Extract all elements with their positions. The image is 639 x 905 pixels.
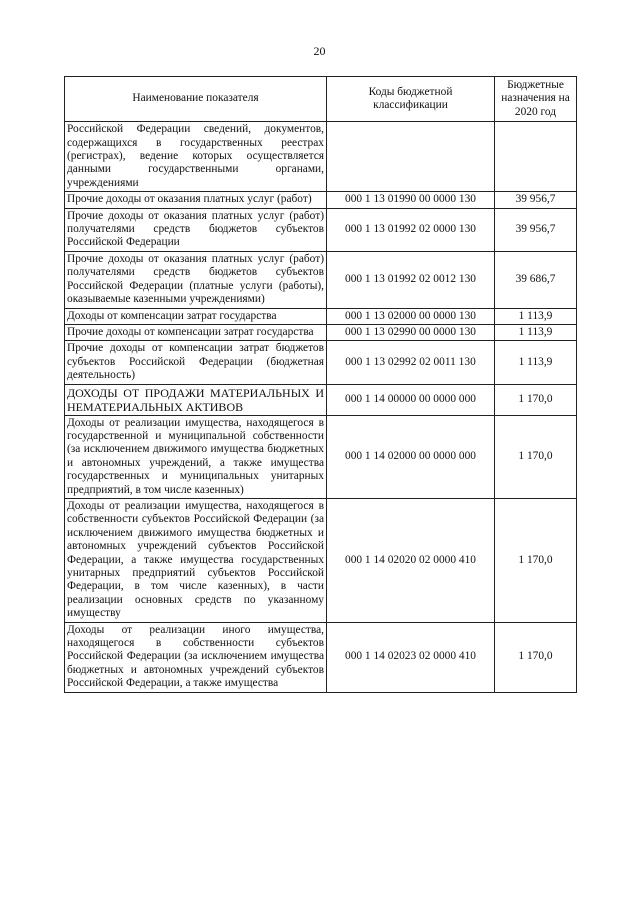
row-amount: 1 170,0 [495,498,577,622]
row-name: Прочие доходы от оказания платных услуг (работ) получателями средств бюджетов субъектов Российской Федерации [65,208,327,251]
header-code: Коды бюджетной классификации [327,77,495,122]
table-row [65,122,577,192]
table-header-row [65,77,577,122]
row-code [327,122,495,192]
table-row [65,415,577,498]
row-code: 000 1 14 02000 00 0000 000 [327,415,495,498]
row-amount: 39 686,7 [495,251,577,308]
row-name: Доходы от реализации имущества, находящегося в собственности субъектов Российской Федерации (за исключением движимого имущества бюджетных и автономных учреждений субъектов Российской Федерации, а также имущества государственных унитарных предприятий субъектов Российской Федерации, в том числе казенных), в части реализации основных средств по указанному имуществу [65,498,327,622]
header-name: Наименование показателя [65,77,327,122]
row-amount: 1 170,0 [495,415,577,498]
row-name: Прочие доходы от оказания платных услуг (работ) получателями средств бюджетов субъектов Российской Федерации (платные услуги (работы), оказываемые казенными учреждениями) [65,251,327,308]
row-name: Доходы от компенсации затрат государства [65,308,327,324]
table-row [65,251,577,308]
table-row [65,192,577,208]
table-row [65,208,577,251]
row-code: 000 1 14 02020 02 0000 410 [327,498,495,622]
row-amount: 39 956,7 [495,208,577,251]
row-code: 000 1 13 02000 00 0000 130 [327,308,495,324]
header-amount: Бюджетные назначения на 2020 год [495,77,577,122]
row-amount [495,122,577,192]
row-amount: 1 170,0 [495,384,577,415]
row-amount: 1 113,9 [495,324,577,340]
row-name: Прочие доходы от компенсации затрат бюджетов субъектов Российской Федерации (бюджетная деятельность) [65,341,327,384]
row-code: 000 1 13 02992 02 0011 130 [327,341,495,384]
row-amount: 1 113,9 [495,341,577,384]
row-code: 000 1 13 01992 02 0012 130 [327,251,495,308]
row-name: Прочие доходы от компенсации затрат государства [65,324,327,340]
row-amount: 1 113,9 [495,308,577,324]
budget-table [64,76,577,693]
row-amount: 1 170,0 [495,622,577,692]
page-number: 20 [313,44,326,58]
row-name: Прочие доходы от оказания платных услуг (работ) [65,192,327,208]
table-row [65,324,577,340]
row-code: 000 1 13 02990 00 0000 130 [327,324,495,340]
row-name: Доходы от реализации имущества, находящегося в государственной и муниципальной собственности (за исключением движимого имущества бюджетных и автономных учреждений, а также имущества государственных и муниципальных унитарных предприятий, в том числе казенных) [65,415,327,498]
table-row [65,622,577,692]
row-amount: 39 956,7 [495,192,577,208]
row-name: Российской Федерации сведений, документов, содержащихся в государственных реестрах (регистрах), ведение которых осуществляется данными государственными органами, учреждениями [65,122,327,192]
row-code: 000 1 13 01990 00 0000 130 [327,192,495,208]
row-name: ДОХОДЫ ОТ ПРОДАЖИ МАТЕРИАЛЬНЫХ И НЕМАТЕРИАЛЬНЫХ АКТИВОВ [65,384,327,415]
row-code: 000 1 14 02023 02 0000 410 [327,622,495,692]
row-name: Доходы от реализации иного имущества, находящегося в собственности субъектов Российской Федерации (за исключением имущества бюджетных и автономных учреждений субъектов Российской Федерации, а также имущества [65,622,327,692]
table-row [65,308,577,324]
table-row [65,498,577,622]
row-code: 000 1 13 01992 02 0000 130 [327,208,495,251]
row-code: 000 1 14 00000 00 0000 000 [327,384,495,415]
table-row-section-heading [65,384,577,415]
table-row [65,341,577,384]
